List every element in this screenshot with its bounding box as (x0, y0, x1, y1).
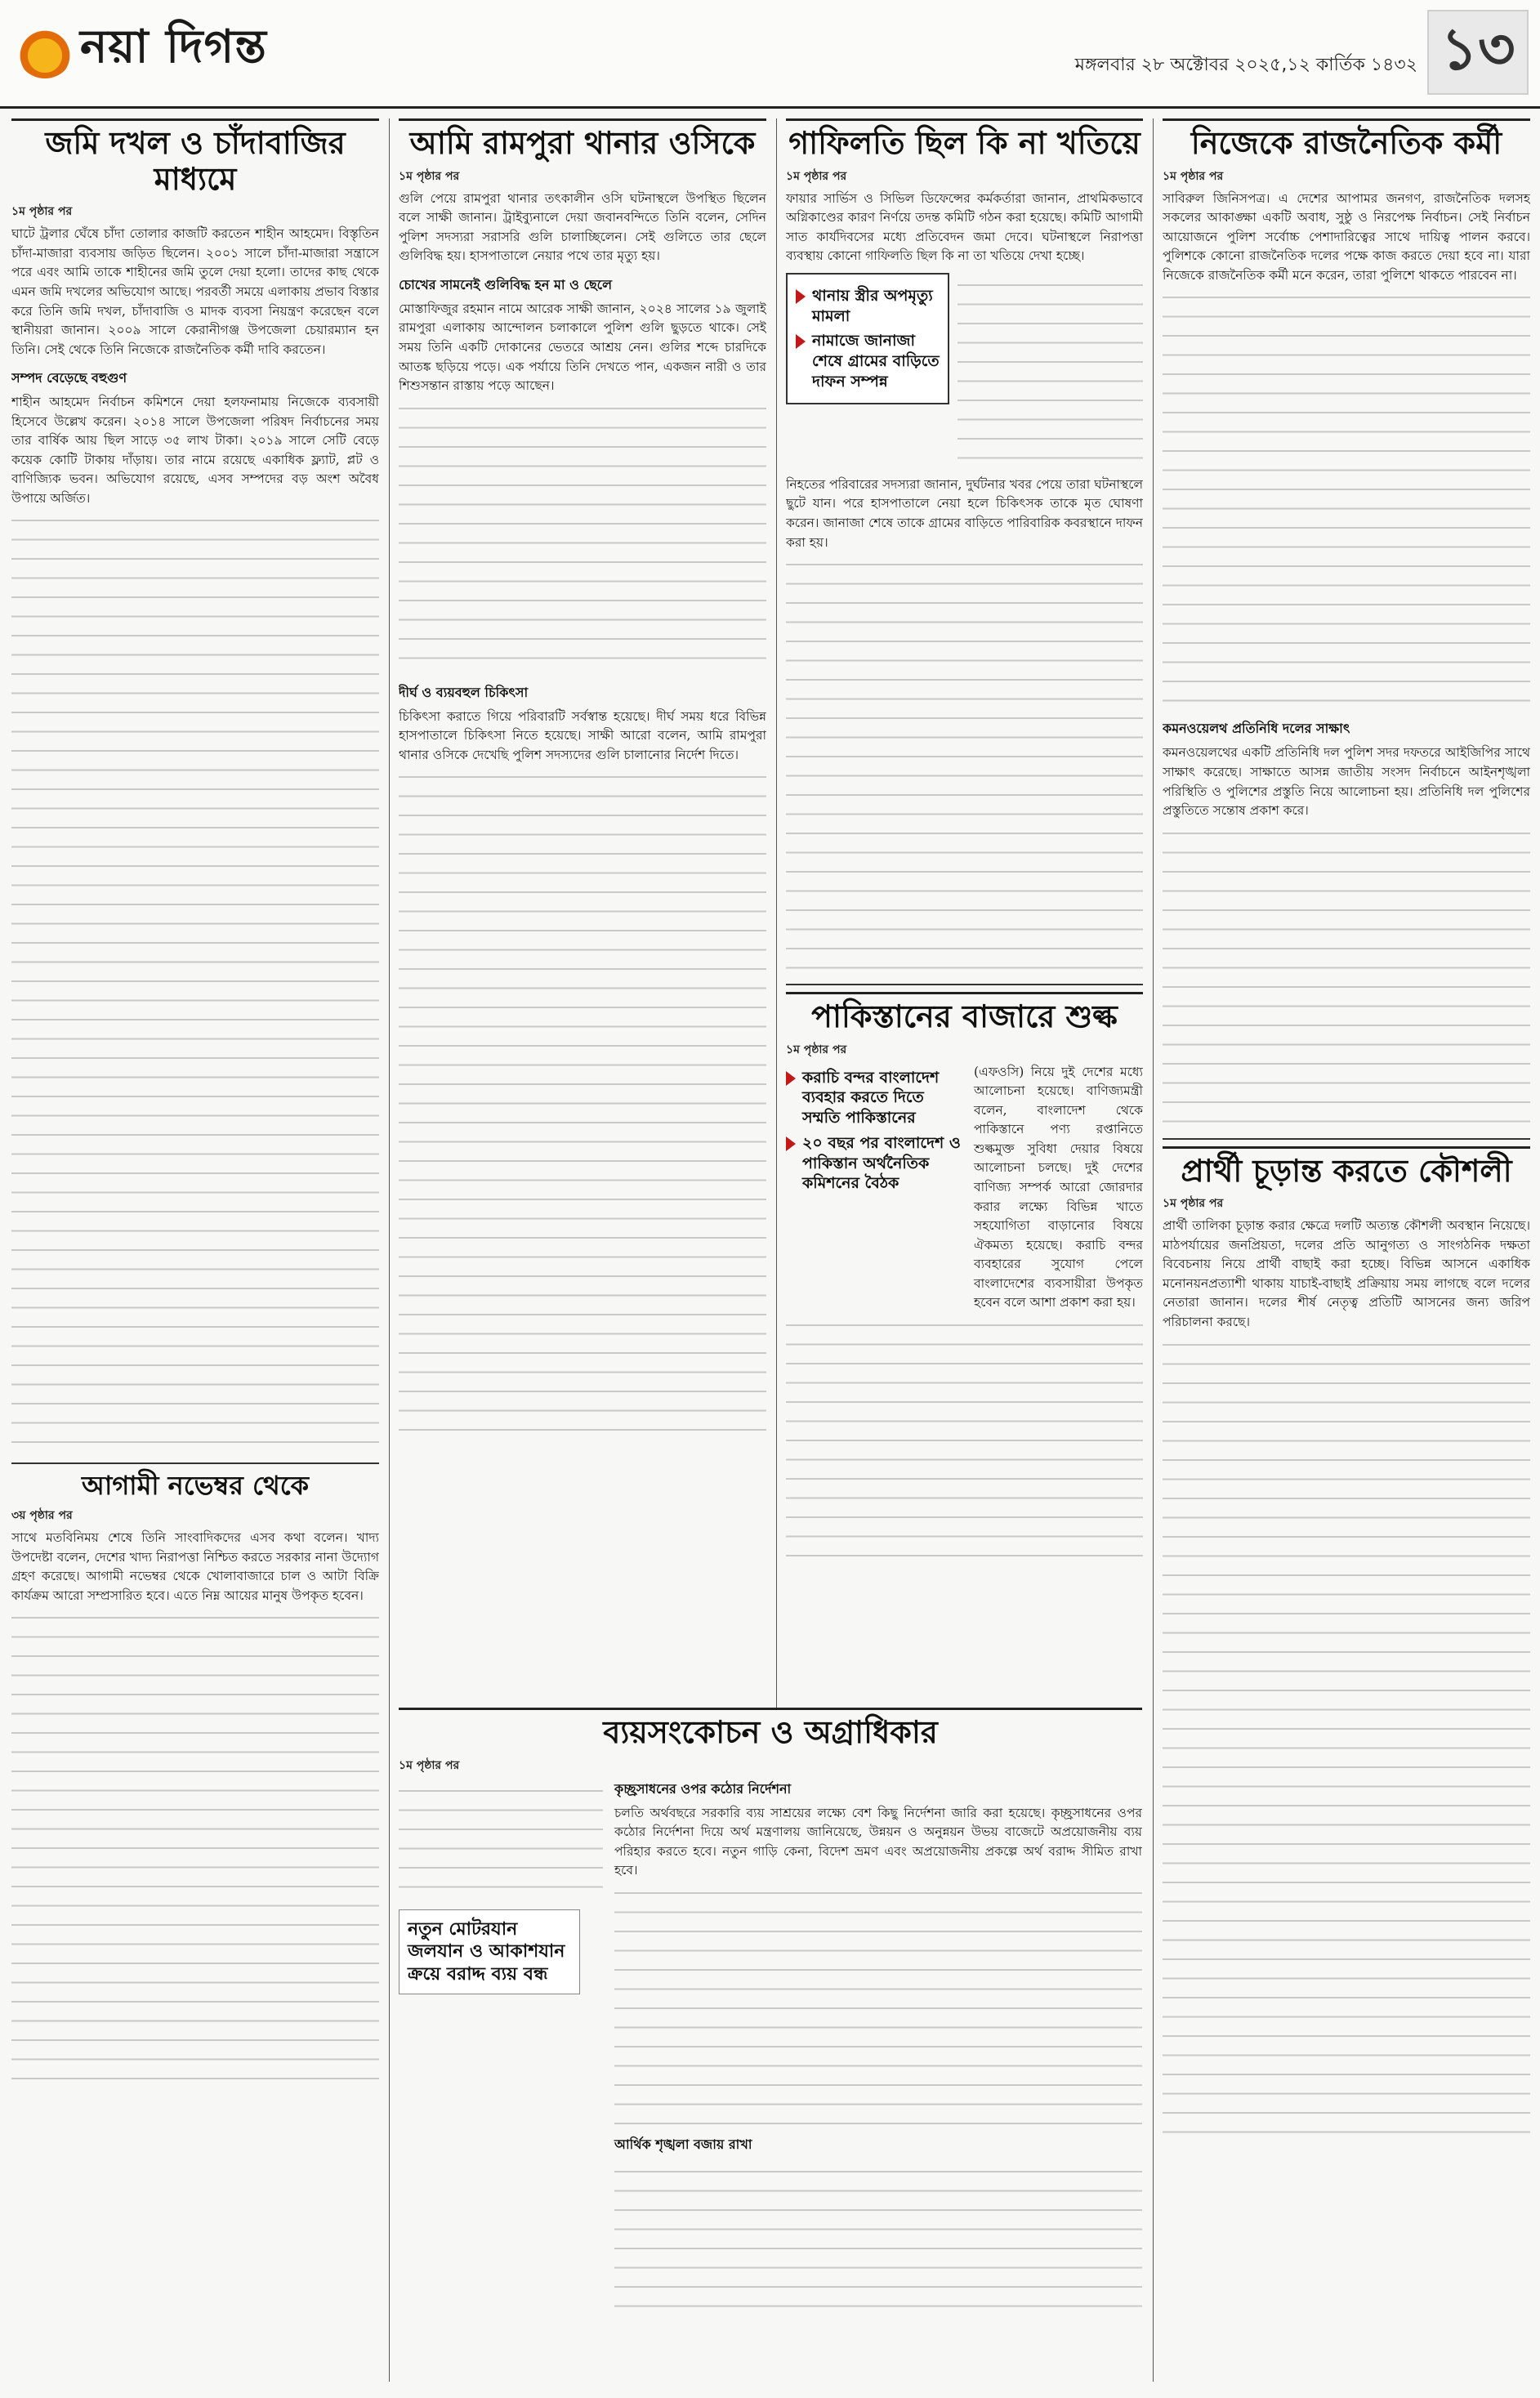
article-title[interactable]: প্রার্থী চূড়ান্ত করতে কৌশলী (1163, 1146, 1530, 1190)
article-body: চিকিৎসা করাতে গিয়ে পরিবারটি সর্বস্বান্ত হয়েছে। দীর্ঘ সময় ধরে বিভিন্ন হাসপাতালে চিকিৎসা নিতে হয়েছে। সাক্ষী আরো বলেন, আমি রামপুরা থানার ওসিকে দেখেছি পুলিশ সদস্যদের গুলি চালানোর নির্দেশ দিতে। (399, 708, 766, 762)
newspaper-name: নয়া দিগন্ত (80, 20, 267, 74)
article-subheading: আর্থিক শৃঙ্খলা বজায় রাখা (614, 2136, 752, 2152)
publication-date: মঙ্গলবার ২৮ অক্টোবর ২০২৫,১২ কার্তিক ১৪৩২ (1074, 55, 1417, 75)
article-body: নিহতের পরিবারের সদস্যরা জানান, দুর্ঘটনার খবর পেয়ে তারা ঘটনাস্থলে ছুটে যান। পরে হাসপাতালে নেয়া হলে চিকিৎসক তাকে মৃত ঘোষণা করেন। জানাজা শেষে তাকে গ্রামের বাড়িতে পারিবারিক কবরস্থানে দাফন করা হয়। (786, 476, 1143, 550)
highlight-box: নতুন মোটরযান জলযান ও আকাশযান ক্রয়ে বরাদ্দ ব্যয় বন্ধ (399, 1909, 580, 1995)
article-land (11, 118, 379, 1456)
article-body-text-lines (786, 552, 1143, 977)
column-divider (389, 118, 390, 2382)
page-number: ১৩ (1427, 10, 1529, 95)
newspaper-logo[interactable] (16, 11, 267, 88)
article-austerity (399, 1708, 1142, 2382)
article-candidate (1163, 1146, 1530, 2150)
article-body: কমনওয়েলথের একটি প্রতিনিধি দল পুলিশ সদর দফতরে আইজিপির সাথে সাক্ষাৎ করেছে। সাক্ষাতে আসন্ন জাতীয় সংসদ নির্বাচনে আইনশৃঙ্খলা পরিস্থিতি ও পুলিশের প্রস্তুতি নিয়ে আলোচনা হয়। প্রতিনিধি দল পুলিশের প্রস্তুতিতে সন্তোষ প্রকাশ করে। (1163, 745, 1530, 819)
continuation-label: ৩য় পৃষ্ঠার পর (11, 1509, 73, 1523)
column-divider (1153, 118, 1154, 2382)
article-body-text-lines (614, 2159, 1142, 2323)
article-title[interactable]: আগামী নভেম্বর থেকে (82, 1470, 309, 1502)
continuation-label: ১ম পৃষ্ঠার পর (786, 169, 847, 183)
article-body: গুলি পেয়ে রামপুরা থানার তৎকালীন ওসি ঘটনাস্থলে উপস্থিত ছিলেন বলে সাক্ষী জানান। ট্রাইব্যুনালে দেয়া জবানবন্দিতে তিনি বলেন, সেদিন পুলিশ সদস্যরা সরাসরি গুলি চালাচ্ছিলেন। সেই গুলিতে তার ছেলে গুলিবিদ্ধ হয়। হাসপাতালে নেয়ার পথে তার মৃত্যু হয়। (399, 190, 766, 264)
highlight-text: থানায় স্ত্রীর অপমৃত্যু মামলা (812, 286, 933, 325)
article-title[interactable]: গাফিলতি ছিল কি না খতিয়ে (786, 118, 1143, 162)
article-subheading: সম্পদ বেড়েছে বহুগুণ (11, 370, 127, 386)
article-body-text-lines (399, 1779, 603, 1901)
highlight-text: নামাজে জানাজা শেষে গ্রামের বাড়িতে দাফন সম্পন্ন (812, 332, 940, 391)
article-title[interactable]: নিজেকে রাজনৈতিক কর্মী (1163, 118, 1530, 162)
continuation-label: ১ম পৃষ্ঠার পর (399, 1758, 460, 1772)
column-3 (786, 118, 1143, 1695)
article-body-text-lines (1163, 821, 1530, 1132)
article-november (11, 1471, 379, 2096)
article-negligence (786, 118, 1143, 977)
highlight-text: ২০ বছর পর বাংলাদেশ ও পাকিস্তান অর্থনৈতিক কমিশনের বৈঠক (802, 1133, 961, 1193)
highlight-text: করাচি বন্দর বাংলাদেশ ব্যবহার করতে দিতে সম্মতি পাকিস্তানের (802, 1068, 940, 1128)
article-body-text-lines (1163, 1333, 1530, 2150)
article-body: মোস্তাফিজুর রহমান নামে আরেক সাক্ষী জানান, ২০২৪ সালের ১৯ জুলাই রামপুরা এলাকায় আন্দোলন চলাকালে পুলিশ গুলি ছুড়তে থাকে। সেই সময় তিনি একটি দোকানের ভেতরে আশ্রয় নেন। গুলির শব্দে চারদিকে আতঙ্ক ছড়িয়ে পড়ে। এক পর্যায়ে তিনি দেখতে পান, একজন নারী ও তার শিশুসন্তান রাস্তায় পড়ে আছেন। (399, 301, 766, 394)
article-body-text-lines (1163, 285, 1530, 710)
column-1 (11, 118, 379, 2382)
highlight-box (786, 273, 949, 404)
continuation-label: ১ম পৃষ্ঠার পর (1163, 1197, 1224, 1211)
article-title[interactable]: আমি রামপুরা থানার ওসিকে (399, 118, 766, 162)
continuation-label: ১ম পৃষ্ঠার পর (1163, 169, 1224, 183)
article-subheading: চোখের সামনেই গুলিবিদ্ধ হন মা ও ছেলে (399, 276, 613, 292)
triangle-bullet-icon (796, 334, 806, 349)
article-body: ঘাটে ট্রলার ঘেঁষে চাঁদা তোলার কাজটি করতেন শাহীন আহমেদ। বিস্তৃতিন চাঁদা-মাজারা ব্যবসায় জড়িত ছিলেন। ২০০১ সালে চাঁদা-মাজারা সন্ত্রাসে পরে এবং আমি তাকে শাহীনের জমি তুলে দেয়া হলো। তাদের কাছ থেকে এমন জমি দখলের অভিযোগ আছে। পরবর্তী সময়ে এলাকায় প্রভাব বিস্তার করে তিনি জমি দখল, চাঁদাবাজি ও মাদক ব্যবসা নিয়ন্ত্রণ করেছেন বলে স্থানীয়রা জানান। ২০০৯ সালে কেরানীগঞ্জ উপজেলা চেয়ারম্যান হন তিনি। সেই থেকে তিনি নিজেকে রাজনৈতিক কর্মী দাবি করতেন। (11, 226, 379, 357)
triangle-bullet-icon (786, 1136, 796, 1151)
article-politics (1163, 118, 1530, 1132)
article-body-text-lines (11, 508, 379, 1456)
column-4 (1163, 118, 1530, 2382)
continuation-label: ১ম পৃষ্ঠার পর (11, 205, 73, 219)
article-subheading: দীর্ঘ ও ব্যয়বহুল চিকিৎসা (399, 684, 529, 700)
continuation-label: ১ম পৃষ্ঠার পর (399, 169, 460, 183)
continuation-label: ১ম পৃষ্ঠার পর (786, 1043, 847, 1056)
sun-logo-icon (16, 21, 74, 78)
article-body: প্রার্থী তালিকা চূড়ান্ত করার ক্ষেত্রে দলটি অত্যন্ত কৌশলী অবস্থান নিয়েছে। মাঠপর্যায়ের জনপ্রিয়তা, দলের প্রতি আনুগত্য ও সাংগঠনিক দক্ষতা বিবেচনায় নিয়ে প্রার্থী বাছাই করা হচ্ছে। বিভিন্ন আসনে একাধিক মনোনয়নপ্রত্যাশী থাকায় যাচাই-বাছাই প্রক্রিয়ায় সময় লাগছে বলে দলের নেতারা জানান। দলের শীর্ষ নেতৃত্ব প্রতিটি আসনের জন্য জরিপ পরিচালনা করছে। (1163, 1218, 1530, 1330)
triangle-bullet-icon (796, 289, 806, 304)
article-title[interactable]: পাকিস্তানের বাজারে শুল্ক (786, 992, 1143, 1035)
article-subheading: কৃচ্ছ্রসাধনের ওপর কঠোর নির্দেশনা (614, 1780, 792, 1797)
article-body-text-lines (786, 1313, 1143, 1558)
article-title[interactable]: জমি দখল ও চাঁদাবাজির মাধ্যমে (11, 118, 379, 197)
article-body: সাবিরুল জিনিসপত্র। এ দেশের আপামর জনগণ, রাজনৈতিক দলসহ সকলের আকাঙ্ক্ষা একটি অবাধ, সুষ্ঠু ও নিরপেক্ষ নির্বাচন। সেই নির্বাচন আয়োজনে পুলিশ সর্বোচ্চ পেশাদারিত্বের সাথে দায়িত্ব পালন করবে। পুলিশকে কোনো রাজনৈতিক দলের পক্ষে কাজ করতে দেয়া হবে না। যারা নিজেকে রাজনৈতিক কর্মী মনে করেন, তারা পুলিশে থাকতে পারবেন না। (1163, 190, 1530, 283)
article-body: শাহীন আহমেদ নির্বাচন কমিশনে দেয়া হলফনামায় নিজেকে ব্যবসায়ী হিসেবে উল্লেখ করেন। ২০১৪ সালে উপজেলা পরিষদ নির্বাচনের সময় তার বার্ষিক আয় ছিল সাড়ে ৩৫ লাখ টাকা। ২০১৯ সালে সেটি বেড়ে কয়েক কোটি টাকায় দাঁড়ায়। তার নামে রয়েছে একাধিক ফ্ল্যাট, প্লট ও বাণিজ্যিক ভবন। অভিযোগ রয়েছে, এসব সম্পদের বড় অংশ অবৈধ উপায়ে অর্জিত। (11, 395, 379, 506)
article-body: সাথে মতবিনিময় শেষে তিনি সাংবাদিকদের এসব কথা বলেন। খাদ্য উপদেষ্টা বলেন, দেশের খাদ্য নিরাপত্তা নিশ্চিত করতে সরকার নানা উদ্যোগ গ্রহণ করেছে। আগামী নভেম্বর থেকে খোলাবাজারে চাল ও আটা বিক্রি কার্যক্রম আরো সম্প্রসারিত হবে। এতে নিম্ন আয়ের মানুষ উপকৃত হবেন। (11, 1530, 379, 1603)
article-subheading: কমনওয়েলথ প্রতিনিধি দলের সাক্ষাৎ (1163, 721, 1350, 737)
article-rampura (399, 118, 766, 1435)
article-body-text-lines (614, 1881, 1142, 2126)
article-body: ফায়ার সার্ভিস ও সিভিল ডিফেন্সের কর্মকর্তারা জানান, প্রাথমিকভাবে অগ্নিকাণ্ডের কারণ নির্ণয়ে তদন্ত কমিটি গঠন করা হয়েছে। কমিটি আগামী সাত কার্যদিবসের মধ্যে প্রতিবেদন জমা দেবে। ঘটনাস্থলে নিরাপত্তা ব্যবস্থায় কোনো গাফিলতি ছিল কি না তা খতিয়ে দেখা হচ্ছে। (786, 190, 1143, 264)
masthead (0, 0, 1540, 109)
article-body-text-lines (399, 396, 766, 674)
article-body-text-lines (399, 765, 766, 1435)
article-body: (এফওসি) নিয়ে দুই দেশের মধ্যে আলোচনা হয়েছে। বাণিজ্যমন্ত্রী বলেন, বাংলাদেশ থেকে পাকিস্তানে পণ্য রপ্তানিতে শুল্কমুক্ত সুবিধা দেয়ার বিষয়ে আলোচনা চলছে। দুই দেশের বাণিজ্য সম্পর্ক আরো জোরদার করার লক্ষ্যে বিভিন্ন খাতে সহযোগিতা বাড়ানোর বিষয়ে ঐকমত্য হয়েছে। করাচি বন্দর ব্যবহারের সুযোগ পেলে বাংলাদেশের ব্যবসায়ীরা উপকৃত হবেন বলে আশা প্রকাশ করা হয়। (974, 1064, 1143, 1311)
article-pakistan (786, 992, 1143, 1558)
article-title[interactable]: ব্যয়সংকোচন ও অগ্রাধিকার (399, 1708, 1142, 1751)
article-body-text-lines (11, 1605, 379, 2096)
triangle-bullet-icon (786, 1071, 796, 1086)
article-body-text-lines (957, 273, 1143, 469)
article-body: চলতি অর্থবছরে সরকারি ব্যয় সাশ্রয়ের লক্ষ্যে বেশ কিছু নির্দেশনা জারি করা হয়েছে। কৃচ্ছ্রসাধনের ওপর কঠোর নির্দেশনা দিয়ে অর্থ মন্ত্রণালয় জানিয়েছে, উন্নয়ন ও অনুন্নয়ন উভয় বাজেটে অপ্রয়োজনীয় ব্যয় পরিহার করতে হবে। নতুন গাড়ি কেনা, বিদেশ ভ্রমণ এবং অপ্রয়োজনীয় প্রকল্পে অর্থ বরাদ্দ সীমিত রাখা হবে। (614, 1805, 1142, 1878)
